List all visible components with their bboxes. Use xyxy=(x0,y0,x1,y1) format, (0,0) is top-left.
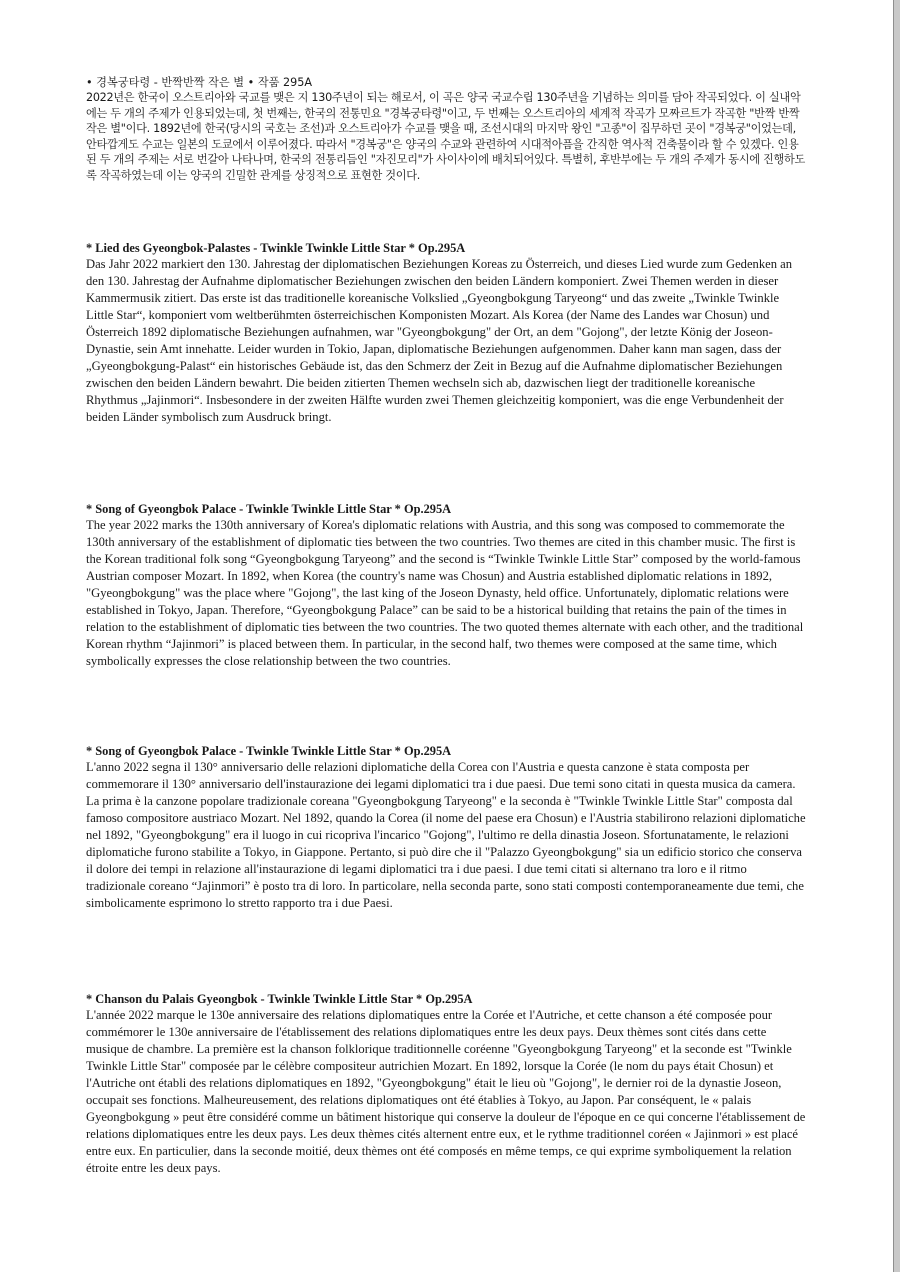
section-french xyxy=(86,991,808,1177)
section-title-italian: * Song of Gyeongbok Palace - Twinkle Twinkle Little Star * Op.295A xyxy=(86,744,452,758)
program-notes xyxy=(86,75,808,1177)
section-body-italian: L'anno 2022 segna il 130° anniversario delle relazioni diplomatiche della Corea con l'Austria e questa canzone è stata composta per commemorare il 130° anniversario dell'instaurazione dei legami diplomatici tra i due paesi. Due temi sono citati in questa musica da camera. La prima è la canzone popolare tradizionale coreana "Gyeongbokgung Taryeong" e la seconda è "Twinkle Twinkle Little Star" composta dal famoso compositore austriaco Mozart. Nel 1892, quando la Corea (il nome del paese era Chosun) e l'Austria stabilirono relazioni diplomatiche nel 1892, "Gyeongbokgung" era il luogo in cui ricopriva l'incarico "Gojong", l'ultimo re della dinastia Joseon. Sfortunatamente, le relazioni diplomatiche furono stabilite a Tokyo, in Giappone. Pertanto, si può dire che il "Palazzo Gyeongbokgung" sia un edificio storico che conserva il dolore dei tempi in relazione all'instaurazione di legami diplomatici tra i due paesi. I due temi citati si alternano tra loro e il ritmo tradizionale coreano “Jajinmori” è posto tra di loro. In particolare, nella seconda parte, sono stati composti contemporaneamente due temi, che simbolicamente esprimono lo stretto rapporto tra i due Paesi. xyxy=(86,760,806,910)
section-body-german: Das Jahr 2022 markiert den 130. Jahrestag der diplomatischen Beziehungen Koreas zu Österreich, und dieses Lied wurde zum Gedenken an den 130. Jahrestag der Aufnahme diplomatischer Beziehungen zwischen den beiden Ländern komponiert. Zwei Themen werden in dieser Kammermusik zitiert. Das erste ist das traditionelle koreanische Volkslied „Gyeongbokgung Taryeong“ und das zweite „Twinkle Twinkle Little Star“, komponiert vom weltberühmten österreichischen Komponisten Mozart. Als Korea (der Name des Landes war Chosun) und Österreich 1892 diplomatische Beziehungen aufnahmen, war "Gyeongbokgung" der Ort, an dem "Gojong", der letzte König der Joseon-Dynastie, sein Amt innehatte. Leider wurden in Tokio, Japan, diplomatische Beziehungen aufgenommen. Daher kann man sagen, dass der „Gyeongbokgung-Palast“ ein historisches Gebäude ist, das den Schmerz der Zeit in Bezug auf die Aufnahme diplomatischer Beziehungen zwischen den beiden Ländern bewahrt. Die beiden zitierten Themen wechseln sich ab, dazwischen liegt der traditionelle koreanische Rhythmus „Jajinmori“. Insbesondere in der zweiten Hälfte wurden zwei Themen gleichzeitig komponiert, was die enge Verbundenheit der beiden Länder symbolisch zum Ausdruck bringt. xyxy=(86,257,793,424)
section-title-french: * Chanson du Palais Gyeongbok - Twinkle Twinkle Little Star * Op.295A xyxy=(86,992,473,1006)
section-title-german: * Lied des Gyeongbok-Palastes - Twinkle Twinkle Little Star * Op.295A xyxy=(86,241,466,255)
section-title-english: * Song of Gyeongbok Palace - Twinkle Twinkle Little Star * Op.295A xyxy=(86,502,452,516)
section-body-french: L'année 2022 marque le 130e anniversaire des relations diplomatiques entre la Corée et l'Autriche, et cette chanson a été composée pour commémorer le 130e anniversaire de l'établissement des relations diplomatiques entre les deux pays. Deux thèmes sont cités dans cette musique de chambre. La première est la chanson folklorique traditionnelle coréenne "Gyeongbokgung Taryeong" et la seconde est "Twinkle Twinkle Little Star" composée par le célèbre compositeur autrichien Mozart. En 1892, lorsque la Corée (le nom du pays était Chosun) et l'Autriche ont établi des relations diplomatiques en 1892, "Gyeongbokgung" était le lieu où "Gojong", le dernier roi de la dynastie Joseon, occupait ses fonctions. Malheureusement, des relations diplomatiques ont été établies à Tokyo, au Japon. Par conséquent, le « palais Gyeongbokgung » peut être considéré comme un bâtiment historique qui conserve la douleur de l'époque en ce qui concerne l'établissement de relations diplomatiques entre les deux pays. Les deux thèmes cités alternent entre eux, et le rythme traditionnel coréen « Jajinmori » est placé entre eux. En particulier, dans la seconde moitié, deux thèmes ont été composés en même temps, ce qui exprime symboliquement la relation étroite entre les deux pays. xyxy=(86,1008,806,1175)
section-body-korean: 2022년은 한국이 오스트리아와 국교를 맺은 지 130주년이 되는 해로서, 이 곡은 양국 국교수립 130주년을 기념하는 의미를 담아 작곡되었다. 이 실내악에는 두 개의 주제가 인용되었는데, 첫 번째는, 한국의 전통민요 "경복궁타령"이고, 두 번째는 오스트리아의 세계적 작곡가 모짜르트가 작곡한 "반짝 반짝 작은 별"이다. 1892년에 한국(당시의 국호는 조선)과 오스트리아가 수교를 맺을 때, 조선시대의 마지막 왕인 "고종"이 집무하던 곳이 "경복궁"이었는데, 안타깝게도 수교는 일본의 도쿄에서 이루어졌다. 따라서 "경복궁"은 양국의 수교와 관련하여 시대적아픔을 간직한 역사적 건축물이라 할 수 있겠다. 인용된 두 개의 주제는 서로 번갈아 나타나며, 한국의 전통리듬인 "자진모리"가 사이사이에 배치되어있다. 특별히, 후반부에는 두 개의 주제가 동시에 진행하도록 작곡하였는데 이는 양국의 긴밀한 관계를 상징적으로 표현한 것이다. xyxy=(86,91,806,182)
section-english xyxy=(86,501,808,708)
section-korean xyxy=(86,75,808,225)
section-body-english: The year 2022 marks the 130th anniversary of Korea's diplomatic relations with Austria, and this song was composed to commemorate the 130th anniversary of the establishment of diplomatic ties between the two countries. Two themes are cited in this chamber music. The first is the Korean traditional folk song “Gyeongbokgung Taryeong” and the second is “Twinkle Twinkle Little Star” composed by the world-famous Austrian composer Mozart. In 1892, when Korea (the country's name was Chosun) and Austria established diplomatic relations in 1892, "Gyeongbokgung" was the place where "Gojong", the last king of the Joseon Dynasty, held office. Unfortunately, diplomatic relations were established in Tokyo, Japan. Therefore, “Gyeongbokgung Palace” can be said to be a historical building that retains the pain of the times in relation to the establishment of diplomatic ties between the two countries. The two quoted themes alternate with each other, and the traditional Korean rhythm “Jajinmori” is placed between them. In particular, in the second half, two themes were composed at the same time, which symbolically expresses the close relationship between the two countries. xyxy=(86,518,804,668)
section-italian xyxy=(86,743,808,954)
section-german xyxy=(86,240,808,466)
section-title-korean: • 경복궁타령 - 반짝반짝 작은 별 • 작품 295A xyxy=(86,76,312,89)
page-edge xyxy=(894,0,900,1272)
